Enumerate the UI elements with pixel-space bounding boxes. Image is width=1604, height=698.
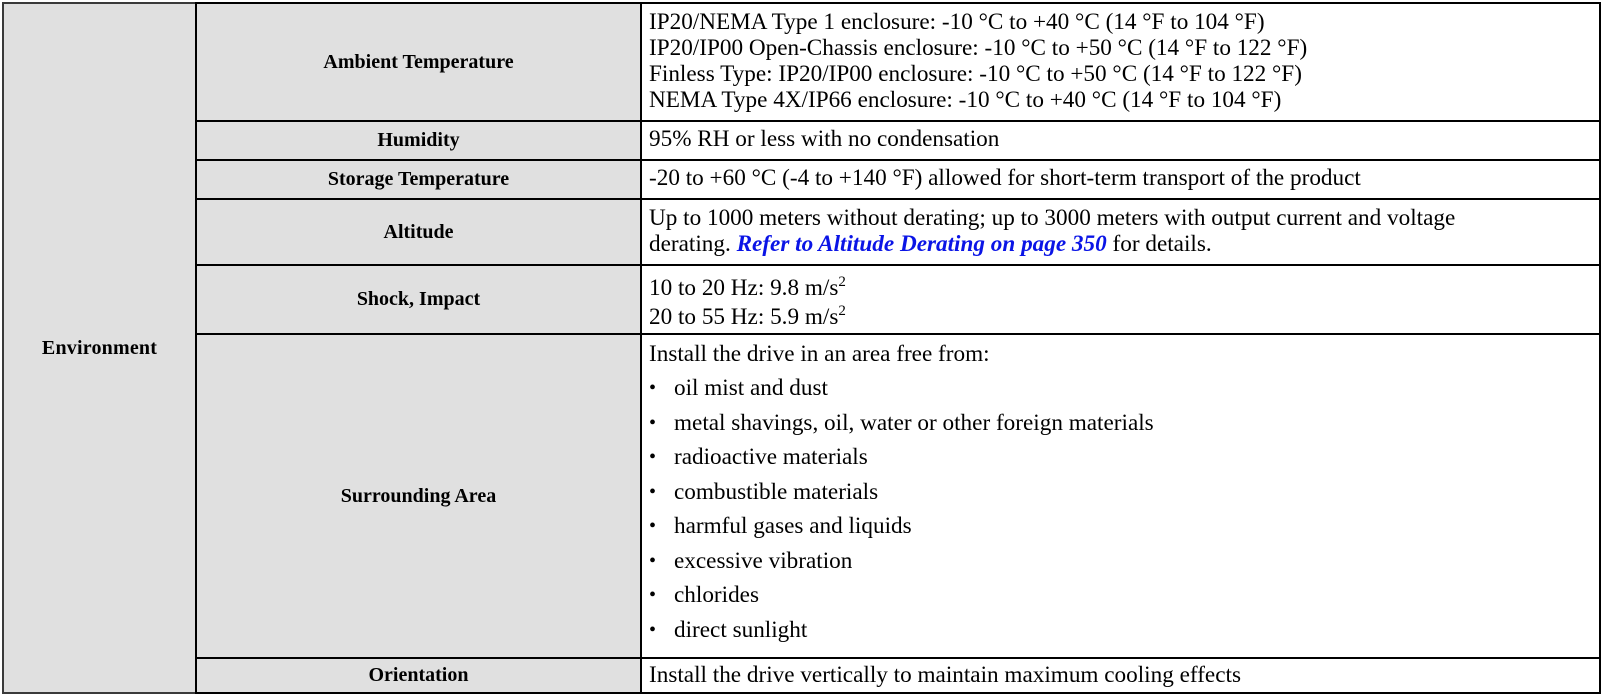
bullet-icon: • <box>649 549 657 572</box>
bullet-item <box>649 509 1599 544</box>
shock-line <box>649 274 1599 303</box>
row-value-storage-temperature <box>640 159 1601 200</box>
bullet-text: metal shavings, oil, water or other foreign materials <box>674 409 1154 436</box>
bullet-text: excessive vibration <box>674 547 853 574</box>
bullet-item <box>649 475 1599 510</box>
row-label-text: Altitude <box>383 220 454 243</box>
bullet-text: radioactive materials <box>674 444 868 470</box>
row-value-ambient-temperature <box>640 2 1601 122</box>
row-label-text: Storage Temperature <box>327 168 510 190</box>
surrounding-intro: Install the drive in an area free from: <box>649 341 990 367</box>
humidity-value: 95% RH or less with no condensation <box>649 126 1000 152</box>
bullet-item <box>649 613 1599 648</box>
row-label-text: Ambient Temperature <box>323 50 514 73</box>
environment-spec-table <box>2 2 1601 694</box>
bullet-item <box>649 406 1599 441</box>
row-value-altitude <box>640 198 1601 266</box>
row-label-text: Orientation <box>368 664 469 686</box>
bullet-icon: • <box>649 411 657 434</box>
bullet-item <box>649 578 1599 613</box>
shock-line <box>649 303 1599 332</box>
row-value-humidity <box>640 120 1601 161</box>
ambient-line: Finless Type: IP20/IP00 enclosure: -10 °C to +50 °C (14 °F to 122 °F) <box>649 61 1302 87</box>
bullet-icon: • <box>649 584 657 606</box>
shock-line-text: 10 to 20 Hz: 9.8 m/s <box>649 275 839 301</box>
bullet-item <box>649 440 1599 475</box>
bullet-item <box>649 544 1599 579</box>
bullet-text: harmful gases and liquids <box>674 513 912 539</box>
bullet-text: oil mist and dust <box>674 375 828 401</box>
altitude-line-2 <box>649 231 1599 257</box>
altitude-line-2-prefix: derating. <box>649 231 731 257</box>
bullet-icon: • <box>649 618 657 641</box>
altitude-line-2-suffix: for details. <box>1112 231 1212 257</box>
bullet-icon: • <box>649 377 657 399</box>
shock-line-text: 20 to 55 Hz: 5.9 m/s <box>649 304 839 330</box>
superscript: 2 <box>838 274 846 290</box>
bullet-text: combustible materials <box>674 478 879 505</box>
bullet-icon: • <box>649 515 657 537</box>
superscript: 2 <box>838 303 846 319</box>
bullet-icon: • <box>649 446 657 468</box>
row-label-humidity <box>195 120 642 161</box>
bullet-icon: • <box>649 480 657 503</box>
group-cell-environment <box>2 2 197 694</box>
row-label-text: Humidity <box>377 129 460 151</box>
row-value-surrounding-area <box>640 333 1601 659</box>
orientation-value: Install the drive vertically to maintain maximum cooling effects <box>649 662 1241 688</box>
ambient-line: NEMA Type 4X/IP66 enclosure: -10 °C to +40 °C (14 °F to 104 °F) <box>649 87 1282 113</box>
row-value-shock-impact <box>640 264 1601 335</box>
bullet-text: direct sunlight <box>674 616 808 643</box>
storage-value: -20 to +60 °C (-4 to +140 °F) allowed for short-term transport of the product <box>649 165 1361 191</box>
surrounding-bullet-list <box>649 371 1599 647</box>
row-label-storage-temperature <box>195 159 642 200</box>
altitude-derating-link[interactable]: Refer to Altitude Derating on page 350 <box>736 231 1107 257</box>
row-label-altitude <box>195 198 642 266</box>
bullet-text: chlorides <box>674 582 759 608</box>
row-label-shock-impact <box>195 264 642 335</box>
group-label: Environment <box>41 336 158 359</box>
altitude-line-1: Up to 1000 meters without derating; up to 3000 meters with output current and voltage <box>649 205 1456 231</box>
row-value-orientation <box>640 657 1601 694</box>
row-label-text: Surrounding Area <box>340 484 497 507</box>
row-label-orientation <box>195 657 642 694</box>
ambient-line: IP20/NEMA Type 1 enclosure: -10 °C to +40 °C (14 °F to 104 °F) <box>649 9 1265 35</box>
row-label-surrounding-area <box>195 333 642 659</box>
row-label-ambient-temperature <box>195 2 642 122</box>
ambient-line: IP20/IP00 Open-Chassis enclosure: -10 °C to +50 °C (14 °F to 122 °F) <box>649 35 1308 61</box>
row-label-text: Shock, Impact <box>356 288 481 310</box>
bullet-item <box>649 371 1599 406</box>
